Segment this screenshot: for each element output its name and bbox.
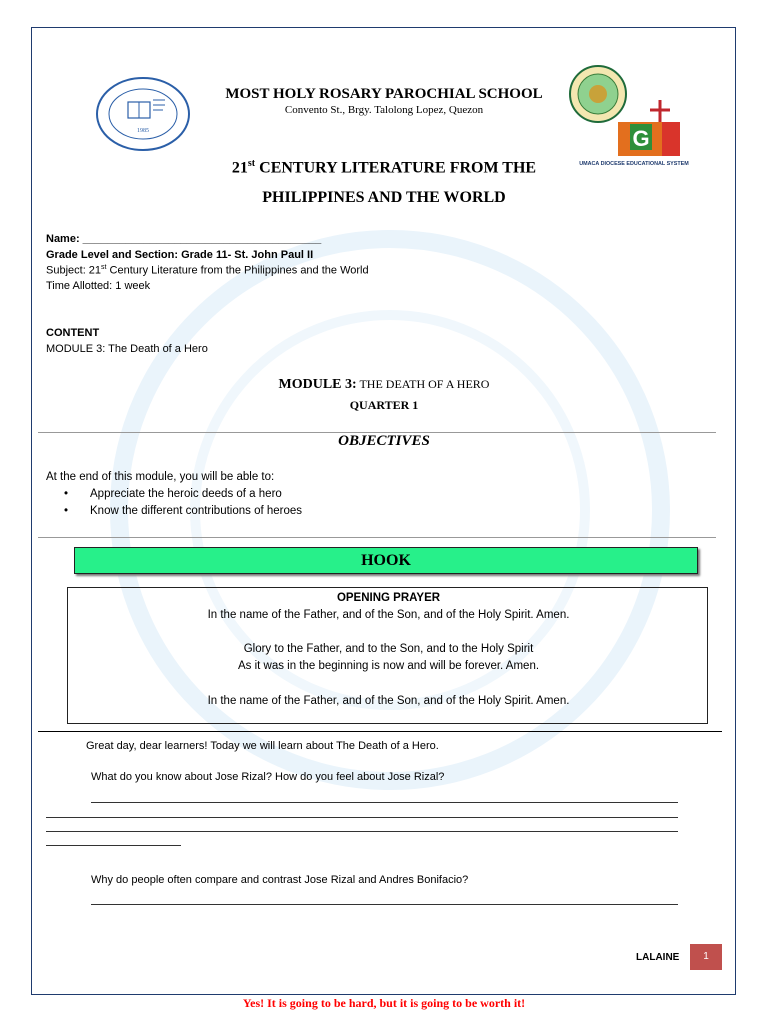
objectives-intro: At the end of this module, you will be able to:	[46, 471, 275, 483]
school-address: Convento St., Brgy. Talolong Lopez, Quezon	[284, 104, 484, 116]
time-allotted: Time Allotted: 1 week	[46, 280, 151, 292]
footer-motto: Yes! It is going to be hard, but it is going to be worth it!	[242, 996, 526, 1010]
opening-prayer-box	[67, 587, 708, 724]
subject-title-line1: 21st CENTURY LITERATURE FROM THE	[231, 158, 537, 177]
prayer-line: As it was in the beginning is now and will be forever. Amen.	[237, 660, 540, 672]
school-name: MOST HOLY ROSARY PAROCHIAL SCHOOL	[225, 86, 543, 102]
answer-line[interactable]	[46, 845, 181, 846]
objectives-title: OBJECTIVES	[338, 433, 430, 449]
prayer-line: In the name of the Father, and of the Son, and of the Holy Spirit. Amen.	[207, 609, 570, 621]
divider-dark	[38, 731, 722, 732]
question-1: What do you know about Jose Rizal? How do you feel about Jose Rizal?	[91, 771, 445, 783]
module-line: MODULE 3: The Death of a Hero	[46, 343, 208, 355]
svg-text:UMACA DIOCESE EDUCATIONAL SYST: UMACA DIOCESE EDUCATIONAL SYSTEM	[579, 161, 689, 167]
hook-banner: HOOK	[74, 547, 698, 574]
prayer-title: OPENING PRAYER	[336, 592, 441, 604]
objective-item: • Know the different contributions of heroes	[64, 505, 303, 517]
prayer-line: In the name of the Father, and of the Son, and of the Holy Spirit. Amen.	[207, 695, 570, 707]
svg-text:1985: 1985	[137, 128, 149, 134]
subject-title-line2: PHILIPPINES AND THE WORLD	[262, 189, 506, 207]
divider-mid	[38, 537, 716, 538]
question-2: Why do people often compare and contrast Jose Rizal and Andres Bonifacio?	[91, 874, 469, 886]
objective-item: • Appreciate the heroic deeds of a hero	[64, 488, 282, 500]
answer-line[interactable]	[91, 802, 678, 803]
subject-title	[0, 149, 768, 213]
content-label: CONTENT	[46, 327, 100, 339]
quarter-label: QUARTER 1	[349, 398, 419, 412]
greeting-text: Great day, dear learners! Today we will learn about The Death of a Hero.	[86, 740, 439, 752]
footer-author: LALAINE	[636, 952, 680, 963]
answer-line[interactable]	[46, 831, 678, 832]
answer-line[interactable]	[46, 817, 678, 818]
module-title: MODULE 3: THE DEATH OF A HERO	[278, 377, 490, 392]
prayer-line: Glory to the Father, and to the Son, and to the Holy Spirit	[243, 643, 534, 655]
page-number: 1	[690, 944, 722, 970]
answer-line[interactable]	[91, 904, 678, 905]
subject-line: Subject: 21st Century Literature from the Philippines and the World	[46, 264, 369, 277]
svg-text:G: G	[632, 126, 650, 151]
grade-section: Grade Level and Section: Grade 11- St. John Paul II	[46, 249, 314, 261]
name-field: Name: _______________________________________	[46, 233, 322, 245]
